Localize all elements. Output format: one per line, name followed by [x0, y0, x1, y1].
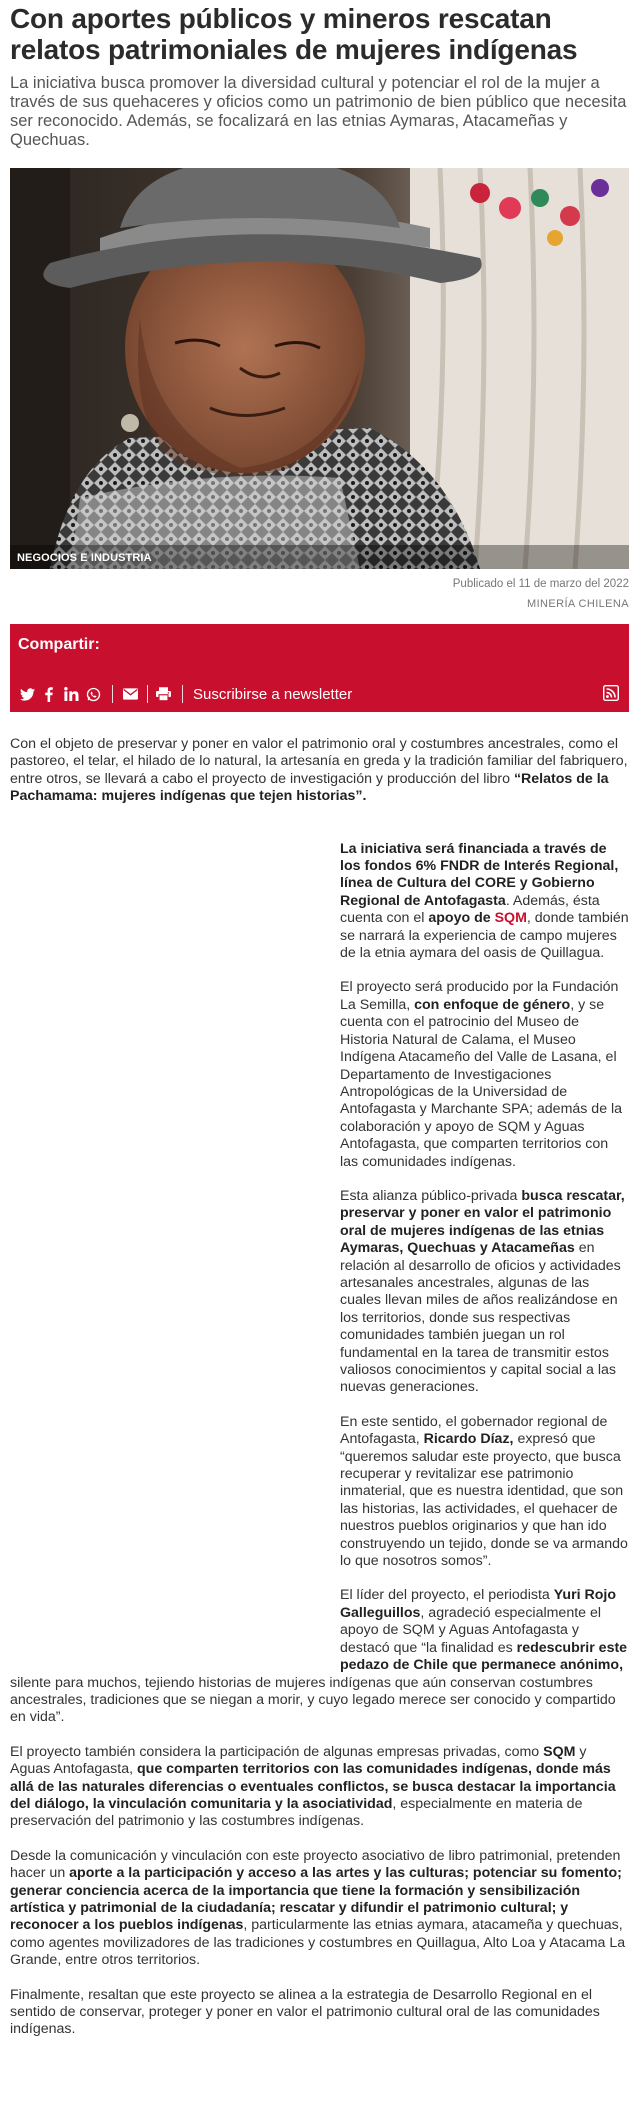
share-divider [182, 685, 183, 703]
paragraph-text: , y se cuenta con el patrocinio del Museo de Historia Natural de Calama, el Museo Indígena Atacameño del Valle de Lasana, el Departamento de Investigaciones Antropológicas de la Universidad de Antofagasta y Marchante SPA; además de la colaboración y apoyo de SQM y Aguas Antofagasta, que comparten territorios con las comunidades indígenas. [340, 996, 623, 1170]
paragraph-text: . Además, ésta cuenta con el [340, 892, 600, 927]
share-bar [10, 624, 629, 712]
paragraph-final: Finalmente, resaltan que este proyecto se alinea a la estrategia de Desarrollo Regional en el sentido de conservar, proteger y poner en valor el patrimonio cultural oral de las comunidades indígenas. [10, 1986, 600, 2038]
paragraph-text: expresó que “queremos saludar este proyecto, que busca recuperar y revitalizar ese patrimonio inmaterial, que es nuestra identidad, que son las historias, las actividades, el quehacer de nuestros pueblos originarios y que han ido construyendo un tejido, donde se va armando lo que nosotros somos”. [340, 1431, 628, 1570]
article-title: Con aportes públicos y mineros rescatan relatos patrimoniales de mujeres indígenas [10, 3, 578, 65]
paragraph-leader-continued: silente para muchos, tejiendo historias de mujeres indígenas que aún conservan costumbres ancestrales, tradiciones que se niegan a morir, y cuyo legado merece ser conocido y compartido en vida”. [10, 1674, 616, 1726]
share-label: Compartir: [18, 636, 100, 653]
paragraph-communication [10, 1848, 629, 1970]
source-label: MINERÍA CHILENA [527, 598, 629, 610]
paragraph-text: Esta alianza público-privada [340, 1187, 522, 1204]
paragraph-producer [340, 979, 629, 1170]
paragraph-alliance [340, 1188, 629, 1397]
territories-highlight: que comparten territorios con las comunidades indígenas, donde más allá de las naturales diferencias o eventuales conflictos, se busca destacar la importancia del diálogo, la vinculación comunitaria y la asociatividad [10, 1761, 616, 1812]
paragraph-text: , donde también se narrará la experiencia de campo mujeres de la etnia aymara del oasis de Quillagua. [340, 910, 629, 962]
article-photo[interactable] [10, 168, 629, 569]
paragraph-text: , agradeció especialmente el apoyo de SQM y Aguas Antofagasta y destacó que “la finalidad es [340, 1604, 602, 1656]
support-highlight: apoyo de [428, 910, 495, 927]
article-body [10, 736, 629, 2039]
paragraph-intro [10, 736, 629, 806]
paragraph-text: Desde la comunicación y vinculación con este proyecto asociativo de libro patrimonial, pretenden hacer un [10, 1847, 621, 1882]
paragraph-text: El líder del proyecto, el periodista [340, 1587, 554, 1604]
paragraph-text: , especialmente en materia de preservación del patrimonio y las costumbres indígenas. [10, 1795, 583, 1830]
print-icon[interactable] [154, 685, 172, 703]
alliance-highlight: busca rescatar, preservar y poner en valor el patrimonio oral de mujeres indígenas de las etnias Aymaras, Quechuas y Atacameñas [340, 1187, 625, 1257]
paragraph-text: El proyecto será producido por la Fundación La Semilla, [340, 979, 619, 1013]
gender-highlight: con enfoque de género [414, 996, 571, 1013]
right-column [340, 841, 629, 1675]
sqm-link[interactable]: SQM [494, 910, 527, 927]
share-divider [112, 685, 113, 703]
paragraph-leader [340, 1587, 629, 1674]
facebook-icon[interactable] [40, 685, 58, 703]
article [10, 0, 629, 2039]
leader-name: Yuri Rojo Galleguillos [340, 1587, 616, 1621]
paragraph-text: En este sentido, el gobernador regional de Antofagasta, [340, 1413, 608, 1448]
whatsapp-icon[interactable] [84, 685, 102, 703]
paragraph-financing [340, 841, 629, 963]
photo-illustration [10, 168, 629, 569]
share-divider [147, 685, 148, 703]
rss-icon[interactable] [603, 685, 621, 703]
sqm-highlight: SQM [543, 1743, 576, 1760]
twitter-icon[interactable] [18, 685, 36, 703]
publish-date: Publicado el 11 de marzo del 2022 [452, 578, 629, 590]
category-bar[interactable] [10, 545, 629, 569]
category-label[interactable]: NEGOCIOS E INDUSTRIA [17, 552, 152, 564]
book-title: “Relatos de la Pachamama: mujeres indígenas que tejen historias”. [10, 770, 609, 805]
paragraph-text: , particularmente las etnias aymara, atacameña y quechuas, como agentes movilizadores de las tradiciones y costumbres en Quillagua, Alto Loa y Atacama La Grande, entre otros territorios. [10, 1917, 626, 1969]
paragraph-text: y Aguas Antofagasta, [10, 1743, 587, 1778]
paragraph-governor [340, 1414, 629, 1571]
paragraph-text: El proyecto también considera la participación de algunas empresas privadas, como [10, 1743, 544, 1760]
rediscover-highlight: redescubrir este pedazo de Chile que permanece anónimo, [340, 1639, 628, 1674]
article-subtitle: La iniciativa busca promover la diversidad cultural y potenciar el rol de la mujer a través de sus quehaceres y oficios como un patrimonio de bien público que necesita ser reconocido. Además, se focalizará en las etnias Aymaras, Atacameñas y Quechuas. [10, 74, 627, 149]
paragraph-companies [10, 1744, 629, 1831]
linkedin-icon[interactable] [62, 685, 80, 703]
financing-highlight: La iniciativa será financiada a través de los fondos 6% FNDR de Interés Regional, línea de Cultura del CORE y Gobierno Regional de Antofagasta [340, 840, 619, 909]
goals-highlight: aporte a la participación y acceso a las artes y las culturas; potenciar su fomento; generar conciencia acerca de la importancia que tiene la formación y sensibilización artística y patrimonial de la ciudadanía; rescatar y difundir el patrimonio cultural; y reconocer a los pueblos indígenas [10, 1865, 622, 1934]
newsletter-link[interactable]: Suscribirse a newsletter [193, 685, 353, 703]
paragraph-text: en relación al desarrollo de oficios y actividades artesanales ancestrales, algunas de las cuales llevan miles de años realizándose en los territorios, donde sus respectivas comunidades también juegan un rol fundamental en la tarea de transmitir estos valiosos conocimientos y capital social a las nuevas generaciones. [340, 1240, 621, 1396]
governor-name: Ricardo Díaz, [423, 1431, 514, 1448]
email-icon[interactable] [121, 685, 139, 703]
paragraph-text: Con el objeto de preservar y poner en valor el patrimonio oral y costumbres ancestrales, como el pastoreo, el telar, el hilado de lo natural, la artesanía en greda y la tradición familiar del fabriquero, entre otros, se llevará a cabo el proyecto de investigación y producción del libro [10, 736, 628, 787]
share-icons [18, 685, 352, 703]
